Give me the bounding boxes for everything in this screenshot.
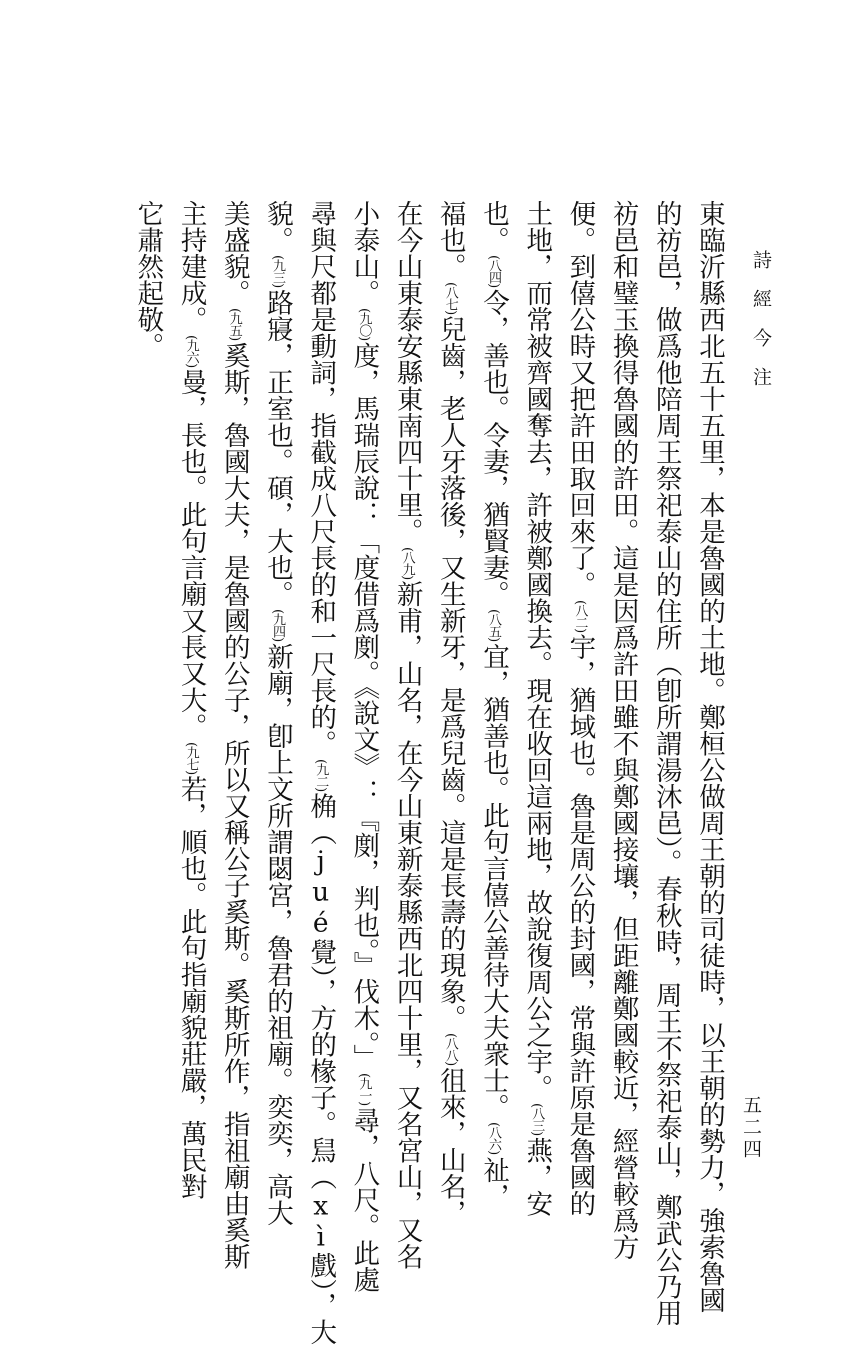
text-segment: 也。 — [478, 200, 509, 253]
footnote-number: (八九) — [399, 546, 415, 579]
footnote-number: (九三) — [270, 255, 285, 288]
text-segment: 美盛貌。 — [218, 200, 250, 306]
text-segment: 新廟，卽上文所謂閟宮，魯君的祖廟。奕奕，高大 — [262, 643, 293, 1227]
text-segment: 尋，八尺。此處 — [348, 1107, 380, 1293]
text-segment: 兒齒，老人牙落後，又生新牙，是爲兒齒。這是長壽的現象。 — [434, 315, 466, 1032]
footnote-number: (九六) — [183, 334, 199, 367]
text-line — [433, 200, 466, 1227]
text-segment: 尋與尺都是動詞，指截成八尺長的和一尺長的。 — [305, 200, 337, 757]
text-line — [606, 200, 639, 1260]
text-segment: 主持建成。 — [175, 200, 207, 333]
text-line — [174, 200, 207, 1200]
text-line — [130, 200, 164, 359]
footnote-number: (九二) — [313, 758, 329, 791]
footnote-number: (八六) — [486, 1122, 501, 1155]
text-line — [217, 200, 250, 1270]
text-segment: 土地，而常被齊國奪去，許被鄭國換去。現在收回這兩地，故說復周公之宇。 — [521, 200, 553, 1101]
text-segment: 宇，猶域也。魯是周公的封國，常與許原是魯國的 — [564, 633, 596, 1217]
footnote-number: (九四) — [270, 609, 285, 642]
text-segment: 小泰山。 — [348, 200, 380, 306]
footnote-number: (八七) — [442, 281, 458, 314]
footnote-number: (八八) — [442, 1033, 458, 1066]
text-segment: 福也。 — [434, 200, 466, 280]
text-line — [649, 200, 682, 1327]
text-segment: 路寢，正室也。碩，大也。 — [262, 289, 293, 608]
text-segment: 令，善也。令妻，猶賢妻。 — [478, 289, 509, 608]
text-segment: 祉， — [478, 1156, 509, 1210]
footnote-number: (九〇) — [356, 308, 372, 341]
text-segment: 貌。 — [262, 200, 293, 253]
text-segment: 度，馬瑞辰說：「度借爲剫。《說文》：『剫，判也。』伐木。」 — [348, 342, 380, 1071]
text-segment: 東臨沂縣西北五十五里，本是魯國的土地。鄭桓公做周王朝的司徒時，以王朝的勢力，強索魯國 — [694, 200, 725, 1313]
text-segment: 祊邑和璧玉換得魯國的許田。這是因爲許田雖不與鄭國接壤，但距離鄭國較近，經營較爲方 — [607, 200, 639, 1260]
page-number: 五二四 — [740, 1095, 762, 1161]
running-title: 詩經今注 — [750, 250, 772, 406]
text-line — [692, 200, 725, 1313]
footnote-number: (八三) — [529, 1103, 545, 1136]
text-line — [390, 200, 423, 1270]
footnote-number: (八五) — [486, 609, 501, 642]
text-segment: 徂來，山名， — [434, 1067, 466, 1227]
text-segment: 在今山東泰安縣東南四十里。 — [391, 200, 423, 545]
footnote-number: (八二) — [572, 599, 588, 632]
text-line — [562, 200, 596, 1217]
text-segment: 的祊邑，做爲他陪周王祭祀泰山的住所（卽所謂湯沐邑）。春秋時，周王不祭祀泰山，鄭武公乃用 — [650, 200, 682, 1327]
text-segment: 燕，安 — [521, 1137, 553, 1217]
footnote-number: (九一) — [356, 1072, 372, 1106]
text-segment: 宜，猶善也。此句言僖公善待大夫衆士。 — [478, 643, 509, 1121]
text-segment: 若，順也。此句指廟貌莊嚴，萬民對 — [175, 775, 207, 1200]
text-line — [346, 200, 380, 1293]
text-line — [519, 200, 553, 1217]
footnote-number: (九七) — [183, 741, 199, 774]
footnote-number: (九五) — [226, 308, 242, 341]
text-line — [303, 200, 337, 1345]
text-line — [476, 200, 509, 1210]
text-line — [260, 200, 293, 1227]
text-segment: 奚斯，魯國大夫，是魯國的公子，所以又稱公子奚斯。奚斯所作，指祖廟由奚斯 — [218, 342, 250, 1270]
text-segment: 便。到僖公時又把許田取回來了。 — [564, 200, 596, 598]
text-segment: 新甫，山名，在今山東新泰縣西北四十里，又名宮山，又名 — [391, 580, 423, 1270]
text-segment: 它肅然起敬。 — [132, 200, 164, 359]
text-segment: 桷（jué覺），方的椽子。舃（xì戲），大 — [305, 792, 337, 1345]
text-segment: 曼，長也。此句言廟又長又大。 — [175, 368, 207, 740]
footnote-number: (八四) — [486, 255, 501, 288]
